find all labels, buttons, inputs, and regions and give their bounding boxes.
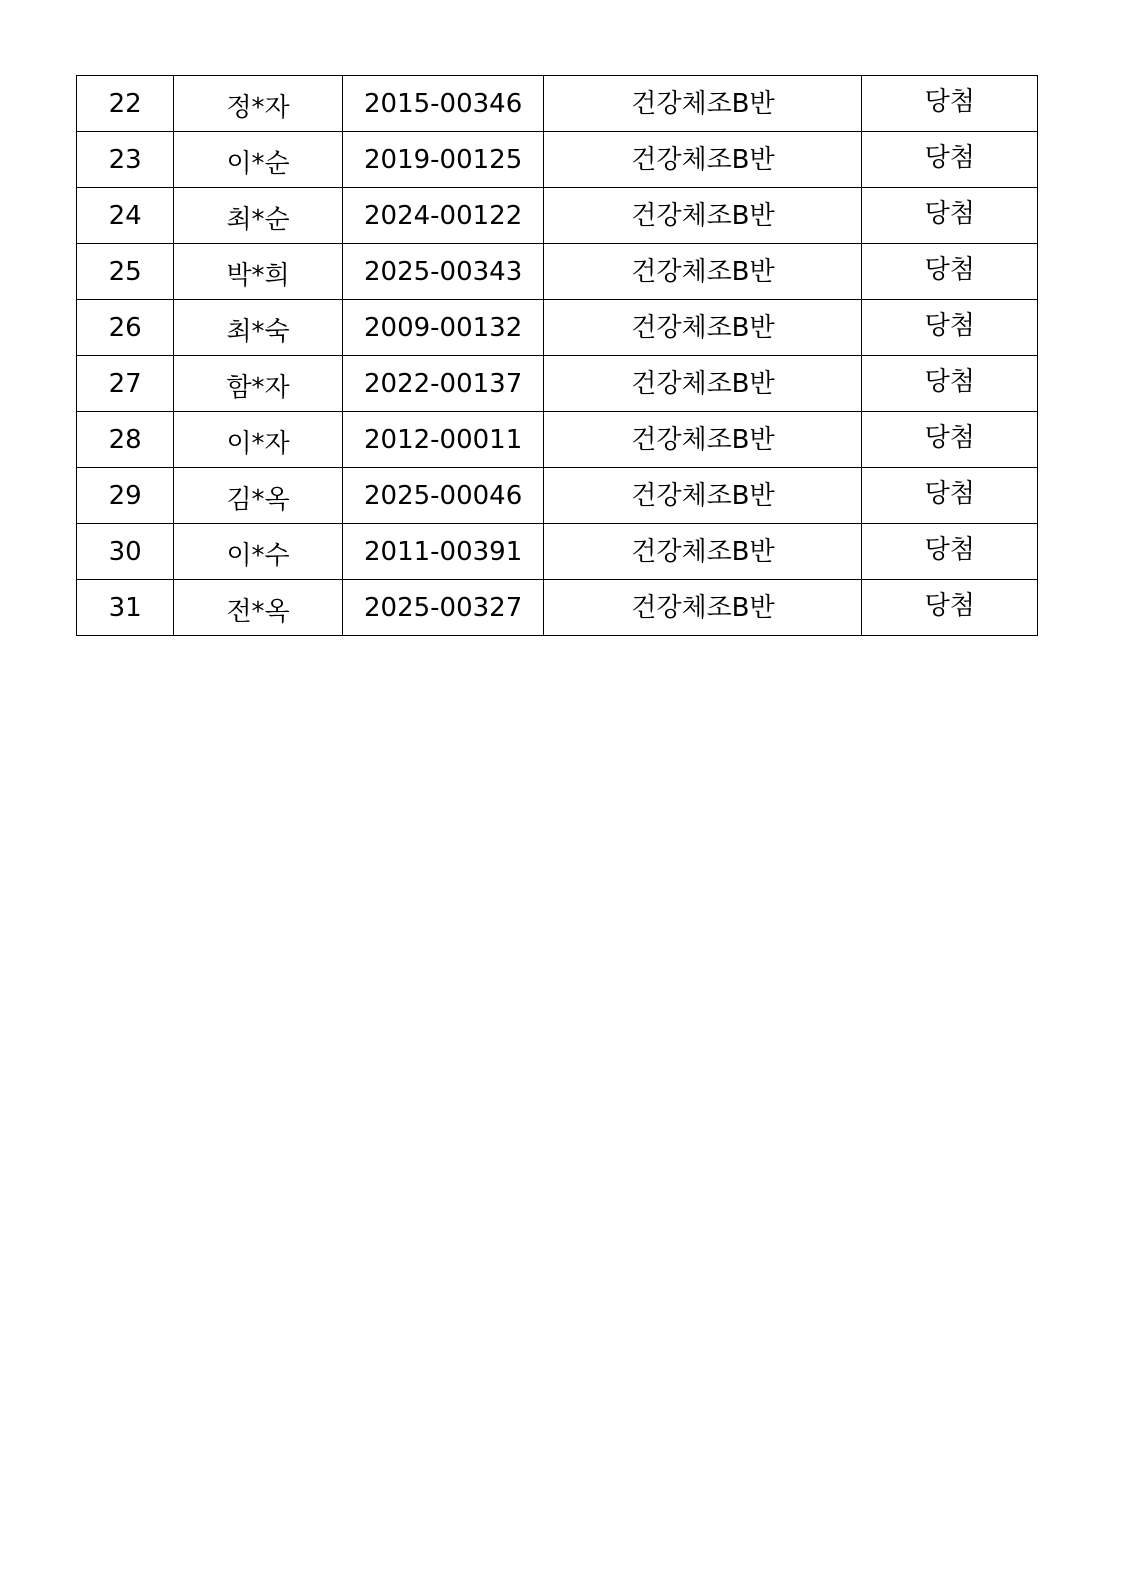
result-cell bbox=[862, 580, 1038, 636]
class-name: 건강체조B반 bbox=[544, 468, 862, 524]
class-name: 건강체조B반 bbox=[544, 524, 862, 580]
results-table-body bbox=[77, 76, 1038, 636]
class-name: 건강체조B반 bbox=[544, 580, 862, 636]
row-number: 25 bbox=[77, 244, 174, 300]
class-name: 건강체조B반 bbox=[544, 76, 862, 132]
class-name: 건강체조B반 bbox=[544, 356, 862, 412]
member-name-cell bbox=[174, 580, 343, 636]
table-row bbox=[77, 188, 1038, 244]
member-name-cell bbox=[174, 188, 343, 244]
member-name-cell bbox=[174, 76, 343, 132]
result-status: 당첨 bbox=[924, 534, 975, 565]
member-name-cell bbox=[174, 300, 343, 356]
row-number: 29 bbox=[77, 468, 174, 524]
member-id: 2011-00391 bbox=[342, 524, 544, 580]
result-status: 당첨 bbox=[924, 86, 975, 117]
member-name: 전*옥 bbox=[226, 596, 290, 627]
result-status: 당첨 bbox=[924, 198, 975, 229]
member-id: 2025-00327 bbox=[342, 580, 544, 636]
member-id: 2022-00137 bbox=[342, 356, 544, 412]
table-row bbox=[77, 244, 1038, 300]
row-number: 31 bbox=[77, 580, 174, 636]
member-name: 최*순 bbox=[226, 204, 290, 235]
result-cell bbox=[862, 412, 1038, 468]
member-name-cell bbox=[174, 356, 343, 412]
member-name-cell bbox=[174, 524, 343, 580]
table-row bbox=[77, 300, 1038, 356]
class-name: 건강체조B반 bbox=[544, 188, 862, 244]
member-name-cell bbox=[174, 244, 343, 300]
member-id: 2019-00125 bbox=[342, 132, 544, 188]
result-cell bbox=[862, 76, 1038, 132]
row-number: 26 bbox=[77, 300, 174, 356]
member-name: 정*자 bbox=[226, 92, 290, 123]
result-status: 당첨 bbox=[924, 310, 975, 341]
result-status: 당첨 bbox=[924, 142, 975, 173]
member-id: 2024-00122 bbox=[342, 188, 544, 244]
row-number: 23 bbox=[77, 132, 174, 188]
member-name: 최*숙 bbox=[226, 316, 290, 347]
member-name: 김*옥 bbox=[226, 484, 290, 515]
result-cell bbox=[862, 300, 1038, 356]
result-status: 당첨 bbox=[924, 254, 975, 285]
lottery-results-table bbox=[76, 75, 1038, 636]
member-id: 2025-00046 bbox=[342, 468, 544, 524]
result-cell bbox=[862, 356, 1038, 412]
member-id: 2025-00343 bbox=[342, 244, 544, 300]
result-cell bbox=[862, 188, 1038, 244]
member-name: 박*희 bbox=[226, 260, 290, 291]
table-row bbox=[77, 580, 1038, 636]
result-status: 당첨 bbox=[924, 366, 975, 397]
result-status: 당첨 bbox=[924, 422, 975, 453]
row-number: 28 bbox=[77, 412, 174, 468]
row-number: 27 bbox=[77, 356, 174, 412]
member-name: 함*자 bbox=[226, 372, 290, 403]
result-status: 당첨 bbox=[924, 590, 975, 621]
member-name: 이*수 bbox=[226, 540, 290, 571]
class-name: 건강체조B반 bbox=[544, 244, 862, 300]
row-number: 30 bbox=[77, 524, 174, 580]
member-id: 2015-00346 bbox=[342, 76, 544, 132]
class-name: 건강체조B반 bbox=[544, 132, 862, 188]
table-row bbox=[77, 468, 1038, 524]
result-cell bbox=[862, 524, 1038, 580]
class-name: 건강체조B반 bbox=[544, 300, 862, 356]
table-row bbox=[77, 412, 1038, 468]
member-name-cell bbox=[174, 132, 343, 188]
row-number: 24 bbox=[77, 188, 174, 244]
table-row bbox=[77, 524, 1038, 580]
table-row bbox=[77, 356, 1038, 412]
class-name: 건강체조B반 bbox=[544, 412, 862, 468]
table-row bbox=[77, 76, 1038, 132]
member-name-cell bbox=[174, 468, 343, 524]
result-cell bbox=[862, 468, 1038, 524]
result-cell bbox=[862, 132, 1038, 188]
table-row bbox=[77, 132, 1038, 188]
member-name-cell bbox=[174, 412, 343, 468]
member-name: 이*자 bbox=[226, 428, 290, 459]
result-cell bbox=[862, 244, 1038, 300]
row-number: 22 bbox=[77, 76, 174, 132]
member-name: 이*순 bbox=[226, 148, 290, 179]
member-id: 2009-00132 bbox=[342, 300, 544, 356]
member-id: 2012-00011 bbox=[342, 412, 544, 468]
result-status: 당첨 bbox=[924, 478, 975, 509]
